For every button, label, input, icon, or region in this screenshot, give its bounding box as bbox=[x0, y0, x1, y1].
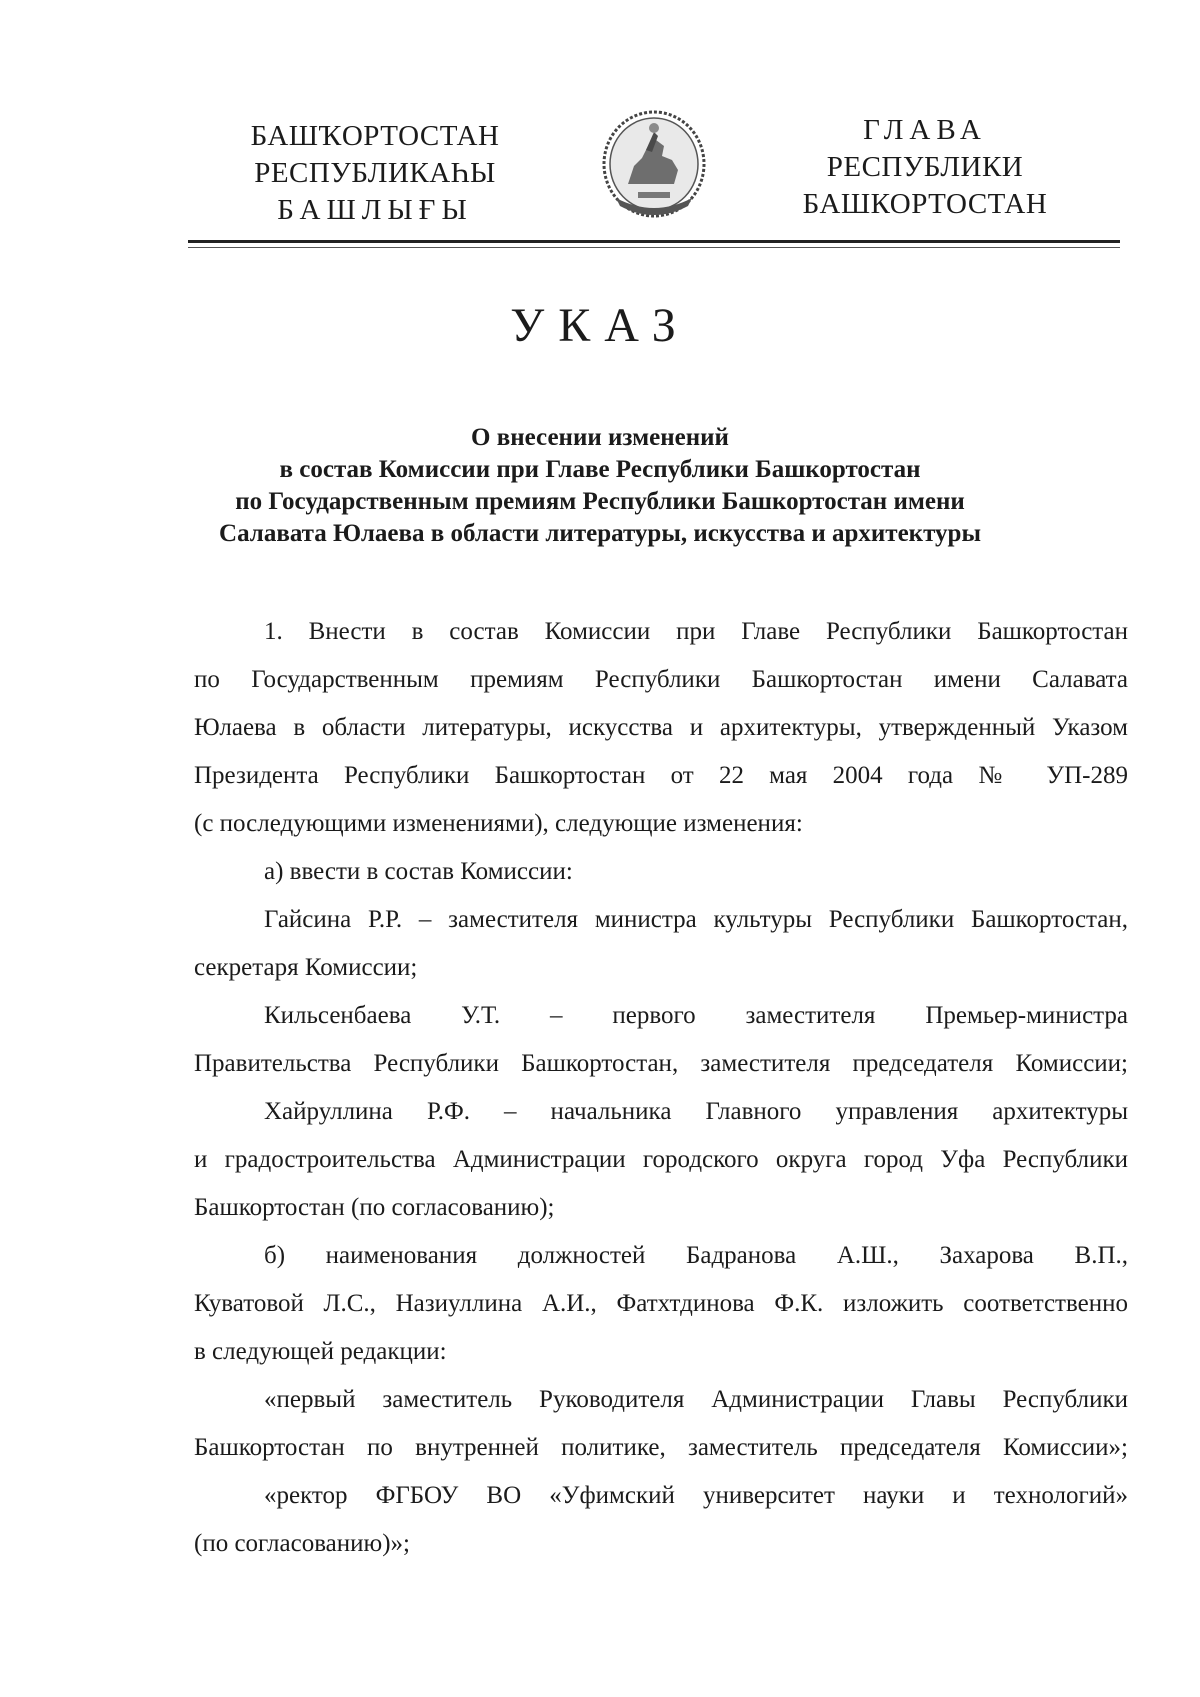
body-line: и градостроительства Администрации городского округа город Уфа Республики bbox=[194, 1146, 1128, 1173]
body-line: Кильсенбаева У.Т. – первого заместителя Премьер-министра bbox=[264, 1002, 1128, 1029]
header-right-line: БАШКОРТОСТАН bbox=[802, 188, 1048, 220]
body-line: Башкортостан по внутренней политике, заместитель председателя Комиссии»; bbox=[194, 1434, 1128, 1461]
subject-line: Салавата Юлаева в области литературы, искусства и архитектуры bbox=[219, 520, 981, 547]
header-rule-thick bbox=[188, 240, 1120, 243]
header-right-russian bbox=[770, 112, 1080, 223]
header-left-bashkir bbox=[215, 118, 535, 229]
body-line: (с последующими изменениями), следующие изменения: bbox=[194, 810, 803, 837]
body-line: Куватовой Л.С., Назиуллина А.И., Фатхтдинова Ф.К. изложить соответственно bbox=[194, 1290, 1128, 1317]
body-line: по Государственным премиям Республики Башкортостан имени Салавата bbox=[194, 666, 1128, 693]
header-right-line: ГЛАВА bbox=[863, 114, 987, 146]
header-left-line: БАШҠОРТОСТАН bbox=[250, 120, 500, 152]
body-line: в следующей редакции: bbox=[194, 1338, 447, 1365]
body-line: б) наименования должностей Бадранова А.Ш., Захарова В.П., bbox=[264, 1242, 1128, 1269]
document-body bbox=[194, 608, 1128, 1568]
header-right-line: РЕСПУБЛИКИ bbox=[826, 151, 1024, 183]
body-line: Гайсина Р.Р. – заместителя министра культуры Республики Башкортостан, bbox=[264, 906, 1128, 933]
subject-line: по Государственным премиям Республики Башкортостан имени bbox=[235, 488, 965, 515]
body-line: Президента Республики Башкортостан от 22 мая 2004 года № УП-289 bbox=[194, 762, 1128, 789]
coat-of-arms-emblem bbox=[598, 106, 710, 226]
body-line: (по согласованию)»; bbox=[194, 1530, 410, 1557]
body-line: «первый заместитель Руководителя Администрации Главы Республики bbox=[264, 1386, 1128, 1413]
body-line: Правительства Республики Башкортостан, заместителя председателя Комиссии; bbox=[194, 1050, 1128, 1077]
body-line: секретаря Комиссии; bbox=[194, 954, 418, 981]
body-line: Хайруллина Р.Ф. – начальника Главного управления архитектуры bbox=[264, 1098, 1128, 1125]
document-subject bbox=[150, 422, 1050, 550]
subject-line: О внесении изменений bbox=[471, 424, 729, 451]
subject-line: в состав Комиссии при Главе Республики Башкортостан bbox=[279, 456, 921, 483]
document-type-title: УКАЗ bbox=[510, 299, 690, 352]
header-left-line: РЕСПУБЛИКАҺЫ bbox=[254, 157, 496, 189]
body-line: 1. Внести в состав Комиссии при Главе Республики Башкортостан bbox=[264, 618, 1128, 645]
body-line: «ректор ФГБОУ ВО «Уфимский университет науки и технологий» bbox=[264, 1482, 1128, 1509]
body-line: Башкортостан (по согласованию); bbox=[194, 1194, 555, 1221]
header-rule-thin bbox=[188, 247, 1120, 248]
body-line: а) ввести в состав Комиссии: bbox=[264, 858, 573, 885]
header-left-line: БАШЛЫҒЫ bbox=[277, 194, 473, 226]
body-line: Юлаева в области литературы, искусства и архитектуры, утвержденный Указом bbox=[194, 714, 1128, 741]
